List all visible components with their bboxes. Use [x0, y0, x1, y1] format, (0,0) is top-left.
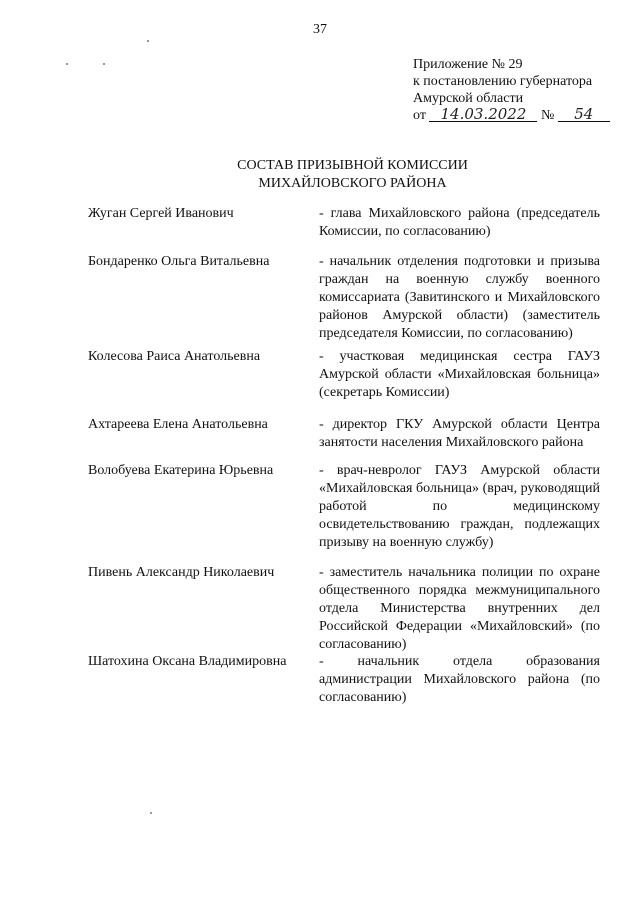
number-label: № [540, 108, 555, 123]
page-number: 37 [313, 22, 327, 37]
member-role: - участковая медицинская сестра ГАУЗ Амурской области «Михайловская больница» (секретарь Комиссии) [319, 349, 600, 400]
member-name: Волобуева Екатерина Юрьевна [88, 463, 274, 478]
member-role: - директор ГКУ Амурской области Центра занятости населения Михайловского района [319, 417, 600, 450]
title-line-1: СОСТАВ ПРИЗЫВНОЙ КОМИССИИ [237, 158, 468, 173]
scan-speck [103, 63, 105, 65]
member-name: Шатохина Оксана Владимировна [88, 654, 287, 669]
title-line-2: МИХАЙЛОВСКОГО РАЙОНА [258, 176, 447, 191]
from-label: от [413, 108, 426, 123]
member-name: Пивень Александр Николаевич [88, 565, 275, 580]
member-name: Бондаренко Ольга Витальевна [88, 254, 270, 269]
handwritten-number: 54 [558, 107, 610, 122]
member-role: - врач-невролог ГАУЗ Амурской области «Михайловская больница» (врач, руководящий работой по медицинскому освидетельствованию граждан, подлежащих призыву на военную службу) [319, 463, 600, 550]
member-name: Жуган Сергей Иванович [88, 206, 234, 221]
appendix-date-line [413, 107, 613, 124]
handwritten-date: 14.03.2022 [429, 107, 537, 122]
member-role: - заместитель начальника полиции по охране общественного порядка межмуниципального отдела Министерства внутренних дел Российской Федерации «Михайловский» (по согласованию) [319, 565, 600, 652]
appendix-line-1: Приложение № 29 [413, 57, 523, 72]
member-role: - начальник отделения подготовки и призыва граждан на военную службу военного комиссариата (Завитинского и Михайловского районов Амурской области) (заместитель председателя Комиссии, по согласованию) [319, 254, 600, 341]
document-title [0, 157, 640, 193]
member-role: - начальник отдела образования администрации Михайловского района (по согласованию) [319, 654, 600, 705]
appendix-line-3: Амурской области [413, 91, 524, 106]
scan-speck [147, 40, 149, 42]
member-name: Ахтареева Елена Анатольевна [88, 417, 268, 432]
appendix-line-2: к постановлению губернатора [413, 74, 593, 89]
appendix-block [413, 56, 613, 124]
member-name: Колесова Раиса Анатольевна [88, 349, 261, 364]
scan-speck [150, 812, 152, 814]
member-role: - глава Михайловского района (председатель Комиссии, по согласованию) [319, 206, 600, 239]
scan-speck [66, 63, 68, 65]
